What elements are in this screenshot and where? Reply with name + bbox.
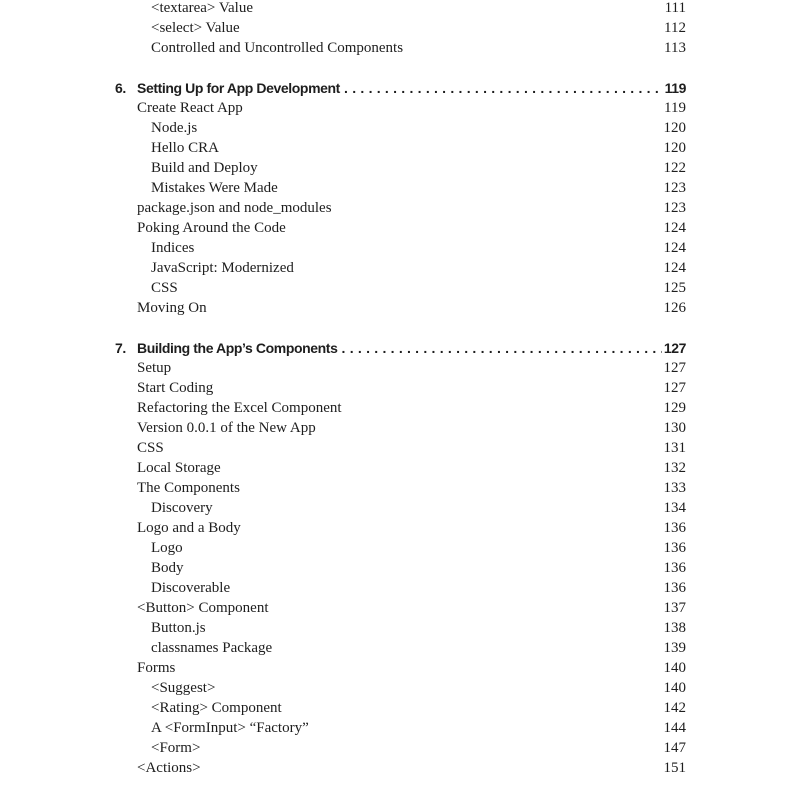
toc-entry-title: Hello CRA <box>151 140 219 156</box>
toc-entry <box>0 178 800 198</box>
chapter-title: Setting Up for App Development . . . <box>137 77 662 99</box>
toc-entry-page: 113 <box>664 40 686 56</box>
toc-entry-title: <Button> Component <box>137 600 269 616</box>
toc-entry-title: Create React App <box>137 100 243 116</box>
toc-entry-page: 129 <box>663 400 686 416</box>
toc-entry-title: Discovery <box>151 500 213 516</box>
toc-entry-title: Forms <box>137 660 176 676</box>
toc-entry <box>0 378 800 398</box>
toc-entry-page: 120 <box>663 120 686 136</box>
chapter-6-heading <box>0 77 800 99</box>
chapter-title: Building the App’s Components . . . <box>137 337 662 359</box>
toc-entry-title: Version 0.0.1 of the New App <box>137 420 316 436</box>
toc-entry <box>0 278 800 298</box>
toc-entry-title: Controlled and Uncontrolled Components <box>151 40 404 56</box>
toc-entry-title: Local Storage <box>137 460 221 476</box>
toc-entry-title: Build and Deploy <box>151 160 258 176</box>
chapter-page: 127 <box>663 340 686 356</box>
toc-entry <box>0 578 800 598</box>
toc-entry-page: 142 <box>663 700 686 716</box>
toc-entry-page: 127 <box>663 360 686 376</box>
toc-entry <box>0 638 800 658</box>
toc-entry-page: 112 <box>664 20 686 36</box>
toc-entry <box>0 598 800 618</box>
toc-entry <box>0 458 800 478</box>
toc-entry-title: Discoverable <box>151 580 231 596</box>
toc-entry-title: Logo and a Body <box>137 520 241 536</box>
toc-entry-page: 133 <box>663 480 686 496</box>
toc-entry-title: Moving On <box>137 300 207 316</box>
toc-entry <box>0 398 800 418</box>
toc-entry <box>0 38 800 58</box>
toc-entry-page: 132 <box>663 460 686 476</box>
toc-entry <box>0 418 800 438</box>
toc-entry <box>0 218 800 238</box>
toc-entry-title: <Actions> <box>137 760 201 776</box>
toc-entry-title: Button.js <box>151 620 206 636</box>
toc-entry <box>0 698 800 718</box>
toc-entry <box>0 258 800 278</box>
toc-entry-page: 147 <box>663 740 686 756</box>
toc-entry <box>0 758 800 778</box>
toc-entry-page: 136 <box>663 580 686 596</box>
toc-entry <box>0 678 800 698</box>
toc-entry <box>0 238 800 258</box>
toc-entry <box>0 358 800 378</box>
toc-entry-page: 126 <box>663 300 686 316</box>
toc-entry-page: 131 <box>663 440 686 456</box>
toc-entry-title: CSS <box>151 280 178 296</box>
toc-entry-page: 139 <box>663 640 686 656</box>
toc-entry <box>0 158 800 178</box>
toc-entry-title: Body <box>151 560 184 576</box>
toc-entry-title: Mistakes Were Made <box>151 180 278 196</box>
toc-entry-title: JavaScript: Modernized <box>151 260 294 276</box>
toc-entry <box>0 538 800 558</box>
toc-entry <box>0 198 800 218</box>
toc-entry <box>0 658 800 678</box>
toc-entry-title: A <FormInput> “Factory” <box>151 720 309 736</box>
chapter-7-heading <box>0 337 800 359</box>
toc-entry-page: 120 <box>663 140 686 156</box>
toc-entry-title: Refactoring the Excel Component <box>137 400 342 416</box>
toc-entry <box>0 438 800 458</box>
toc-entry-title: Poking Around the Code <box>137 220 286 236</box>
toc-entry-title: Indices <box>151 240 195 256</box>
toc-entry <box>0 558 800 578</box>
toc-entry-page: 140 <box>663 680 686 696</box>
toc-entry-page: 130 <box>663 420 686 436</box>
chapter-page: 119 <box>664 80 686 96</box>
toc-entry-page: 137 <box>663 600 686 616</box>
toc-entry-page: 134 <box>663 500 686 516</box>
toc-entry-page: 138 <box>663 620 686 636</box>
toc-entry <box>0 98 800 118</box>
toc-entry-page: 122 <box>663 160 686 176</box>
toc-entry <box>0 118 800 138</box>
toc-entry-page: 127 <box>663 380 686 396</box>
toc-entry-page: 125 <box>663 280 686 296</box>
toc-entry <box>0 478 800 498</box>
toc-entry-page: 111 <box>664 0 686 16</box>
toc-entry-title: CSS <box>137 440 164 456</box>
chapter-number: 6. <box>115 80 126 96</box>
toc-entry-title: Setup <box>137 360 172 376</box>
toc-entry-page: 124 <box>663 260 686 276</box>
toc-entry <box>0 718 800 738</box>
toc-entry-title: <Form> <box>151 740 201 756</box>
toc-entry <box>0 518 800 538</box>
toc-entry <box>0 738 800 758</box>
toc-entry-page: 119 <box>664 100 686 116</box>
toc-entry-title: Logo <box>151 540 183 556</box>
toc-entry-page: 124 <box>663 240 686 256</box>
toc-entry-title: classnames Package <box>151 640 273 656</box>
toc-entry-title: <Rating> Component <box>151 700 282 716</box>
toc-entry <box>0 18 800 38</box>
toc-entry-title: <select> Value <box>151 20 240 36</box>
toc-entry <box>0 498 800 518</box>
toc-entry-page: 140 <box>663 660 686 676</box>
toc-entry-page: 151 <box>663 760 686 776</box>
toc-entry-title: package.json and node_modules <box>137 200 332 216</box>
toc-entry-page: 136 <box>663 520 686 536</box>
toc-entry-title: The Components <box>137 480 240 496</box>
toc-entry-title: Node.js <box>151 120 198 136</box>
chapter-number: 7. <box>115 340 126 356</box>
toc-entry <box>0 618 800 638</box>
toc-entry-page: 144 <box>663 720 686 736</box>
toc-entry <box>0 138 800 158</box>
toc-entry-page: 123 <box>663 180 686 196</box>
toc-entry <box>0 0 800 18</box>
toc-entry-title: Start Coding <box>137 380 214 396</box>
toc-entry-title: <Suggest> <box>151 680 216 696</box>
toc-entry <box>0 298 800 318</box>
toc-entry-page: 136 <box>663 540 686 556</box>
toc-entry-page: 123 <box>663 200 686 216</box>
toc-entry-title: <textarea> Value <box>151 0 254 16</box>
toc-entry-page: 124 <box>663 220 686 236</box>
toc-entry-page: 136 <box>663 560 686 576</box>
